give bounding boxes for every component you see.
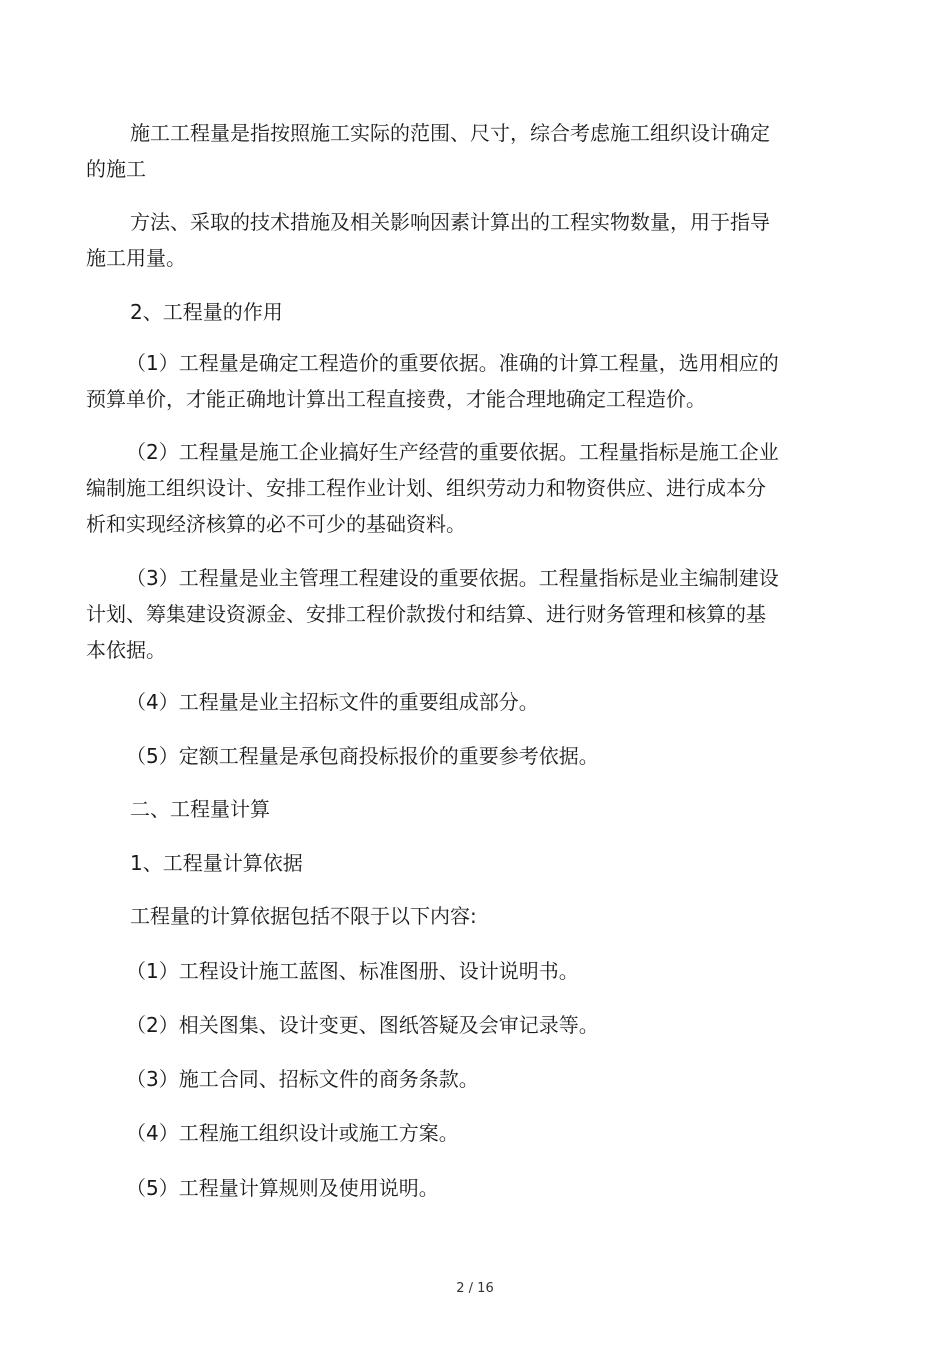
paragraph (86, 204, 816, 276)
paragraph (86, 845, 816, 881)
paragraph (86, 294, 816, 330)
text-line: （3）工程量是业主管理工程建设的重要依据。工程量指标是业主编制建设 (126, 566, 779, 590)
text-line: 析和实现经济核算的必不可少的基础资料。 (86, 512, 466, 536)
text-line: 2、工程量的作用 (130, 300, 283, 324)
paragraph (86, 560, 816, 668)
paragraph (86, 684, 816, 720)
text-line: 预算单价，才能正确地计算出工程直接费，才能合理地确定工程造价。 (86, 387, 706, 411)
page-number: 2 / 16 (456, 1281, 494, 1296)
paragraph (86, 1061, 816, 1097)
paragraph (86, 1007, 816, 1043)
text-line: 编制施工组织设计、安排工程作业计划、组织劳动力和物资供应、进行成本分 (86, 476, 766, 500)
text-line: （2）工程量是施工企业搞好生产经营的重要依据。工程量指标是施工企业 (126, 440, 779, 464)
text-line: （5）定额工程量是承包商投标报价的重要参考依据。 (126, 744, 599, 768)
text-line: 施工用量。 (86, 246, 186, 270)
text-line: （3）施工合同、招标文件的商务条款。 (126, 1067, 479, 1091)
text-line: （1）工程设计施工蓝图、标准图册、设计说明书。 (126, 959, 579, 983)
text-line: （2）相关图集、设计变更、图纸答疑及会审记录等。 (126, 1013, 599, 1037)
text-line: （4）工程量是业主招标文件的重要组成部分。 (126, 690, 539, 714)
text-line: （4）工程施工组织设计或施工方案。 (126, 1121, 459, 1145)
text-line: 施工工程量是指按照施工实际的范围、尺寸，综合考虑施工组织设计确定 (130, 121, 770, 145)
paragraph (86, 115, 816, 187)
paragraph (86, 953, 816, 989)
paragraph (86, 738, 816, 774)
paragraph (86, 345, 816, 417)
text-line: （5）工程量计算规则及使用说明。 (126, 1176, 439, 1200)
paragraph (86, 434, 816, 542)
text-line: 计划、筹集建设资源金、安排工程价款拨付和结算、进行财务管理和核算的基 (86, 602, 766, 626)
paragraph (86, 898, 816, 934)
text-line: 1、工程量计算依据 (130, 851, 303, 875)
text-line: 方法、采取的技术措施及相关影响因素计算出的工程实物数量，用于指导 (130, 210, 770, 234)
text-line: 的施工 (86, 157, 146, 181)
text-line: 二、工程量计算 (130, 797, 270, 821)
paragraph (86, 791, 816, 827)
text-line: （1）工程量是确定工程造价的重要依据。准确的计算工程量，选用相应的 (126, 351, 779, 375)
text-line: 本依据。 (86, 638, 166, 662)
paragraph (86, 1115, 816, 1151)
text-line: 工程量的计算依据包括不限于以下内容: (130, 904, 477, 928)
paragraph (86, 1170, 816, 1206)
